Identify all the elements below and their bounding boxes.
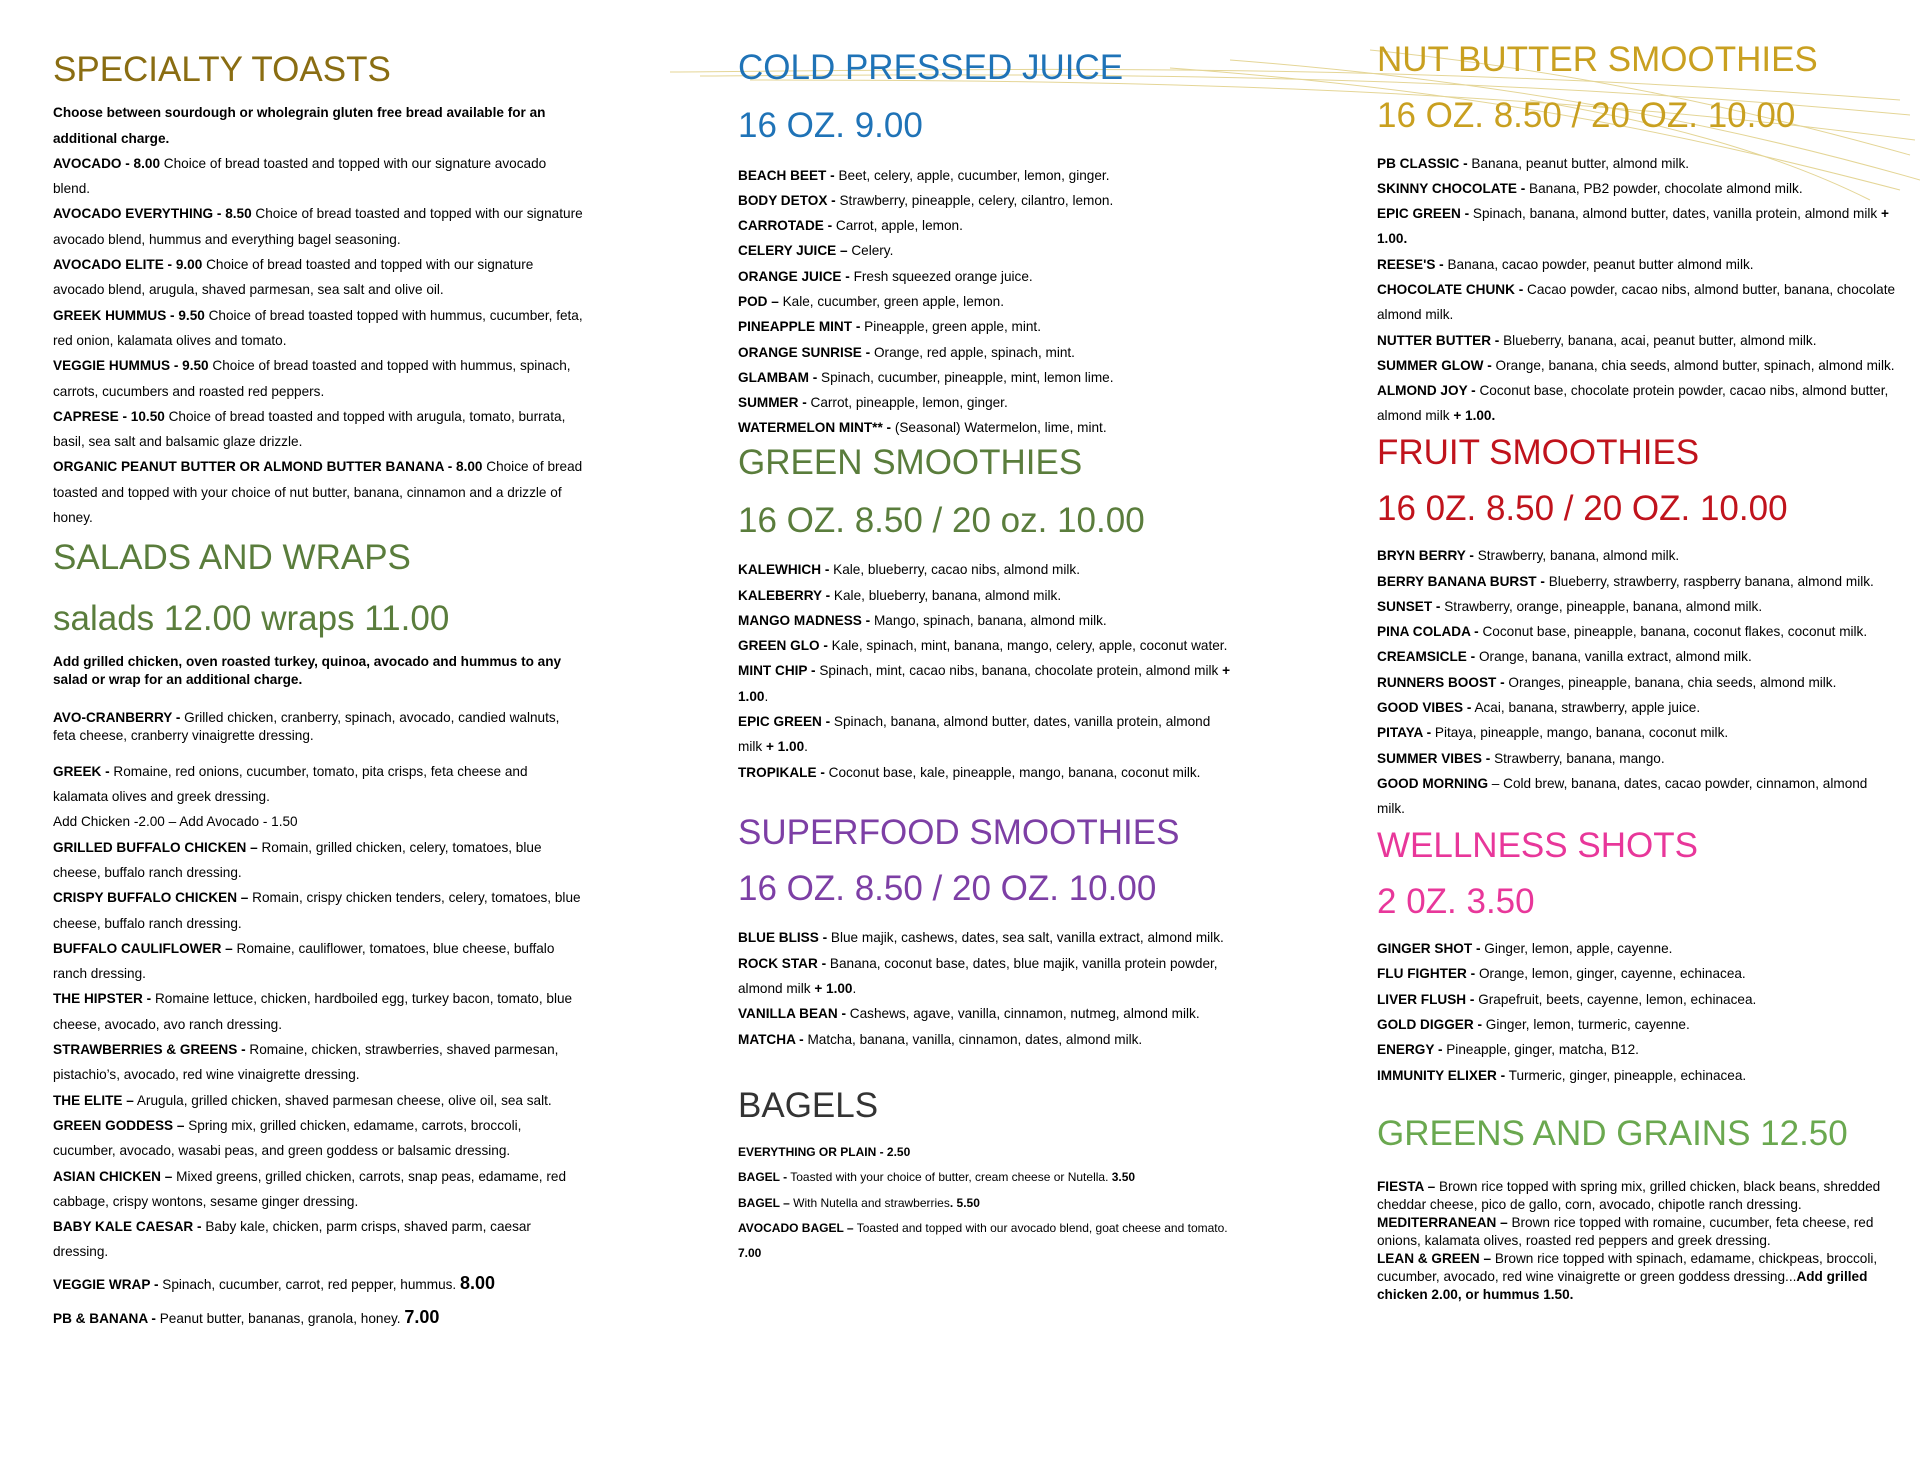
menu-item: AVOCADO - 8.00 Choice of bread toasted and topped with our signature avocado blend. bbox=[53, 155, 547, 197]
toasts-note: Choose between sourdough or wholegrain gluten free bread available for an additional charge. bbox=[53, 105, 546, 146]
menu-item: PINEAPPLE MINT - Pineapple, green apple, mint. bbox=[738, 319, 1041, 335]
menu-item: EPIC GREEN - Spinach, banana, almond butter, dates, vanilla protein, almond milk + 1.00. bbox=[738, 714, 1211, 755]
menu-item: LEAN & GREEN – Brown rice topped with spinach, edamame, chickpeas, broccoli, cucumber, avocado, red wine vinaigrette or green goddess dressing...Add grilled chicken 2.00, or hummus 1.50. bbox=[1377, 1251, 1878, 1303]
menu-item: ORANGE SUNRISE - Orange, red apple, spinach, mint. bbox=[738, 344, 1075, 360]
green-title: GREEN SMOOTHIES bbox=[738, 442, 1083, 482]
menu-item: BODY DETOX - Strawberry, pineapple, celery, cilantro, lemon. bbox=[738, 192, 1114, 208]
menu-item: MINT CHIP - Spinach, mint, cacao nibs, banana, chocolate protein, almond milk + 1.00. bbox=[738, 663, 1231, 704]
shots-list bbox=[1377, 936, 1897, 1088]
menu-item: ROCK STAR - Banana, coconut base, dates, blue majik, vanilla protein powder, almond milk + 1.00. bbox=[738, 955, 1218, 997]
shots-price: 2 0Z. 3.50 bbox=[1377, 881, 1535, 921]
grains-title: GREENS AND GRAINS 12.50 bbox=[1377, 1113, 1848, 1153]
menu-item: FLU FIGHTER - Orange, lemon, ginger, cayenne, echinacea. bbox=[1377, 966, 1746, 982]
menu-item: THE ELITE – Arugula, grilled chicken, shaved parmesan cheese, olive oil, sea salt. bbox=[53, 1092, 552, 1108]
menu-item: CELERY JUICE – Celery. bbox=[738, 243, 894, 259]
bagels-list bbox=[738, 1140, 1238, 1266]
menu-item: ORANGE JUICE - Fresh squeezed orange juice. bbox=[738, 268, 1033, 284]
menu-item: WATERMELON MINT** - (Seasonal) Watermelon, lime, mint. bbox=[738, 420, 1107, 436]
menu-item: ALMOND JOY - Coconut base, chocolate protein powder, cacao nibs, almond butter, almond milk + 1.00. bbox=[1377, 383, 1889, 424]
menu-item: ASIAN CHICKEN – Mixed greens, grilled chicken, carrots, snap peas, edamame, red cabbage, crispy wontons, sesame ginger dressing. bbox=[53, 1168, 566, 1209]
menu-item: BEACH BEET - Beet, celery, apple, cucumber, lemon, ginger. bbox=[738, 167, 1110, 183]
menu-item: MEDITERRANEAN – Brown rice topped with romaine, cucumber, feta cheese, red onions, kalamata olives, roasted red peppers and greek dressing. bbox=[1377, 1215, 1874, 1249]
menu-item: STRAWBERRIES & GREENS - Romaine, chicken, strawberries, shaved parmesan, pistachio’s, avocado, red wine vinaigrette dressing. bbox=[53, 1042, 559, 1083]
menu-item: SUMMER GLOW - Orange, banana, chia seeds, almond butter, spinach, almond milk. bbox=[1377, 357, 1895, 373]
column-middle bbox=[738, 0, 1238, 1267]
menu-item: CAPRESE - 10.50 Choice of bread toasted and topped with arugula, tomato, burrata, basil, sea salt and balsamic glaze drizzle. bbox=[53, 408, 566, 450]
menu-item: KALEBERRY - Kale, blueberry, banana, almond milk. bbox=[738, 587, 1062, 603]
menu-item: BRYN BERRY - Strawberry, banana, almond milk. bbox=[1377, 548, 1680, 564]
menu-item: RUNNERS BOOST - Oranges, pineapple, banana, chia seeds, almond milk. bbox=[1377, 674, 1837, 690]
salads-addon: Add Chicken -2.00 – Add Avocado - 1.50 bbox=[53, 814, 298, 830]
salads-note: Add grilled chicken, oven roasted turkey, quinoa, avocado and hummus to any salad or wrap for an additional charge. bbox=[53, 653, 562, 687]
superfood-price: 16 OZ. 8.50 / 20 OZ. 10.00 bbox=[738, 869, 1157, 909]
shots-title: WELLNESS SHOTS bbox=[1377, 825, 1698, 865]
menu-item: AVOCADO BAGEL – Toasted and topped with our avocado blend, goat cheese and tomato. 7.00 bbox=[738, 1221, 1228, 1261]
menu-item: ORGANIC PEANUT BUTTER OR ALMOND BUTTER BANANA - 8.00 Choice of bread toasted and topped with your choice of nut butter, banana, cinnamon and a drizzle of honey. bbox=[53, 459, 583, 525]
menu-item: PINA COLADA - Coconut base, pineapple, banana, coconut flakes, coconut milk. bbox=[1377, 624, 1868, 640]
menu-item: ENERGY - Pineapple, ginger, matcha, B12. bbox=[1377, 1042, 1639, 1058]
menu-item: EPIC GREEN - Spinach, banana, almond butter, dates, vanilla protein, almond milk + 1.00. bbox=[1377, 206, 1889, 247]
green-price: 16 OZ. 8.50 / 20 oz. 10.00 bbox=[738, 501, 1145, 541]
menu-item: GREEK - Romaine, red onions, cucumber, tomato, pita crisps, feta cheese and kalamata olives and greek dressing. bbox=[53, 763, 528, 805]
salads-title: SALADS AND WRAPS bbox=[53, 538, 411, 578]
menu-item: PB & BANANA - Peanut butter, bananas, granola, honey. 7.00 bbox=[53, 1307, 440, 1328]
menu-item: POD – Kale, cucumber, green apple, lemon. bbox=[738, 293, 1004, 309]
menu-item: BABY KALE CAESAR - Baby kale, chicken, parm crisps, shaved parm, caesar dressing. bbox=[53, 1219, 531, 1260]
menu-item: FIESTA – Brown rice topped with spring mix, grilled chicken, black beans, shredded cheddar cheese, pico de gallo, corn, avocado, chipotle ranch dressing. bbox=[1377, 1179, 1881, 1213]
menu-item: AVOCADO ELITE - 9.00 Choice of bread toasted and topped with our signature avocado blend, arugula, shaved parmesan, sea salt and olive oil. bbox=[53, 257, 534, 298]
menu-item: GREEN GODDESS – Spring mix, grilled chicken, edamame, carrots, broccoli, cucumber, avocado, wasabi peas, and green goddess or balsamic dressing. bbox=[53, 1117, 522, 1159]
menu-item: GRILLED BUFFALO CHICKEN – Romain, grilled chicken, celery, tomatoes, blue cheese, buffalo ranch dressing. bbox=[53, 839, 542, 880]
menu-item: GREEN GLO - Kale, spinach, mint, banana, mango, celery, apple, coconut water. bbox=[738, 638, 1228, 654]
fruit-price: 16 0Z. 8.50 / 20 OZ. 10.00 bbox=[1377, 489, 1788, 529]
menu-item: BAGEL - Toasted with your choice of butter, cream cheese or Nutella. 3.50 bbox=[738, 1170, 1136, 1185]
menu-item: TROPIKALE - Coconut base, kale, pineapple, mango, banana, coconut milk. bbox=[738, 764, 1201, 780]
menu-item: BUFFALO CAULIFLOWER – Romaine, cauliflower, tomatoes, blue cheese, buffalo ranch dressing. bbox=[53, 940, 555, 982]
toasts-title: SPECIALTY TOASTS bbox=[53, 50, 391, 89]
menu-item: SUMMER VIBES - Strawberry, banana, mango. bbox=[1377, 750, 1665, 766]
nut-title: NUT BUTTER SMOOTHIES bbox=[1377, 40, 1818, 79]
menu-item: GINGER SHOT - Ginger, lemon, apple, cayenne. bbox=[1377, 941, 1673, 957]
fruit-list bbox=[1377, 543, 1897, 821]
fruit-title: FRUIT SMOOTHIES bbox=[1377, 432, 1700, 472]
menu-item: VEGGIE HUMMUS - 9.50 Choice of bread toasted and topped with hummus, spinach, carrots, cucumbers and roasted red peppers. bbox=[53, 358, 571, 399]
menu-item: GOOD VIBES - Acai, banana, strawberry, apple juice. bbox=[1377, 700, 1701, 716]
menu-item: KALEWHICH - Kale, blueberry, cacao nibs, almond milk. bbox=[738, 562, 1080, 578]
menu-item: NUTTER BUTTER - Blueberry, banana, acai, peanut butter, almond milk. bbox=[1377, 332, 1817, 348]
column-left bbox=[53, 0, 583, 1331]
column-right bbox=[1377, 0, 1897, 1304]
menu-item: MANGO MADNESS - Mango, spinach, banana, almond milk. bbox=[738, 612, 1107, 628]
superfood-title: SUPERFOOD SMOOTHIES bbox=[738, 812, 1180, 852]
menu-item: VEGGIE WRAP - Spinach, cucumber, carrot, red pepper, hummus. 8.00 bbox=[53, 1272, 496, 1293]
menu-item: CREAMSICLE - Orange, banana, vanilla extract, almond milk. bbox=[1377, 649, 1752, 665]
menu-item: GREEK HUMMUS - 9.50 Choice of bread toasted topped with hummus, cucumber, feta, red onion, kalamata olives and tomato. bbox=[53, 307, 583, 348]
menu-item: CHOCOLATE CHUNK - Cacao powder, cacao nibs, almond butter, banana, chocolate almond milk. bbox=[1377, 281, 1896, 323]
menu-item: PB CLASSIC - Banana, peanut butter, almond milk. bbox=[1377, 155, 1690, 171]
menu-item: LIVER FLUSH - Grapefruit, beets, cayenne, lemon, echinacea. bbox=[1377, 991, 1757, 1007]
menu-item: SUNSET - Strawberry, orange, pineapple, banana, almond milk. bbox=[1377, 598, 1763, 614]
superfood-list bbox=[738, 925, 1238, 1051]
menu-item: CRISPY BUFFALO CHICKEN – Romain, crispy chicken tenders, celery, tomatoes, blue cheese, buffalo ranch dressing. bbox=[53, 890, 581, 931]
juice-price: 16 OZ. 9.00 bbox=[738, 106, 923, 146]
green-list bbox=[738, 557, 1238, 785]
menu-item: PITAYA - Pitaya, pineapple, mango, banana, coconut milk. bbox=[1377, 725, 1729, 741]
menu-item: GOOD MORNING – Cold brew, banana, dates, cacao powder, cinnamon, almond milk. bbox=[1377, 775, 1868, 817]
juice-title: COLD PRESSED JUICE bbox=[738, 48, 1124, 87]
salads-price: salads 12.00 wraps 11.00 bbox=[53, 598, 450, 638]
menu-item: GLAMBAM - Spinach, cucumber, pineapple, mint, lemon lime. bbox=[738, 369, 1114, 385]
menu-item: EVERYTHING OR PLAIN - 2.50 bbox=[738, 1145, 911, 1160]
menu-item: BERRY BANANA BURST - Blueberry, strawberry, raspberry banana, almond milk. bbox=[1377, 573, 1874, 589]
menu-item: BLUE BLISS - Blue majik, cashews, dates, sea salt, vanilla extract, almond milk. bbox=[738, 930, 1224, 946]
toasts-list bbox=[53, 151, 583, 530]
nut-list bbox=[1377, 151, 1897, 429]
menu-item: MATCHA - Matcha, banana, vanilla, cinnamon, dates, almond milk. bbox=[738, 1031, 1143, 1047]
juice-list bbox=[738, 163, 1238, 441]
menu-item: VANILLA BEAN - Cashews, agave, vanilla, cinnamon, nutmeg, almond milk. bbox=[738, 1006, 1200, 1022]
menu-item: IMMUNITY ELIXER - Turmeric, ginger, pineapple, echinacea. bbox=[1377, 1067, 1747, 1083]
menu-item: BAGEL – With Nutella and strawberries. 5.50 bbox=[738, 1195, 980, 1210]
menu-item: SKINNY CHOCOLATE - Banana, PB2 powder, chocolate almond milk. bbox=[1377, 180, 1803, 196]
bagels-title: BAGELS bbox=[738, 1085, 879, 1125]
menu-item: AVOCADO EVERYTHING - 8.50 Choice of bread toasted and topped with our signature avocado blend, hummus and everything bagel seasoning. bbox=[53, 206, 583, 247]
menu-item: SUMMER - Carrot, pineapple, lemon, ginger. bbox=[738, 395, 1008, 411]
grains-list bbox=[1377, 1178, 1897, 1304]
nut-price: 16 OZ. 8.50 / 20 OZ. 10.00 bbox=[1377, 96, 1796, 136]
menu-item: THE HIPSTER - Romaine lettuce, chicken, hardboiled egg, turkey bacon, tomato, blue cheese, avocado, avo ranch dressing. bbox=[53, 991, 573, 1032]
salads-list bbox=[53, 835, 583, 1265]
menu-item: CARROTADE - Carrot, apple, lemon. bbox=[738, 218, 963, 234]
menu-item: REESE'S - Banana, cacao powder, peanut butter almond milk. bbox=[1377, 256, 1754, 272]
menu-item: AVO-CRANBERRY - Grilled chicken, cranberry, spinach, avocado, candied walnuts, feta cheese, cranberry vinaigrette dressing. bbox=[53, 709, 560, 743]
menu-item: GOLD DIGGER - Ginger, lemon, turmeric, cayenne. bbox=[1377, 1016, 1690, 1032]
